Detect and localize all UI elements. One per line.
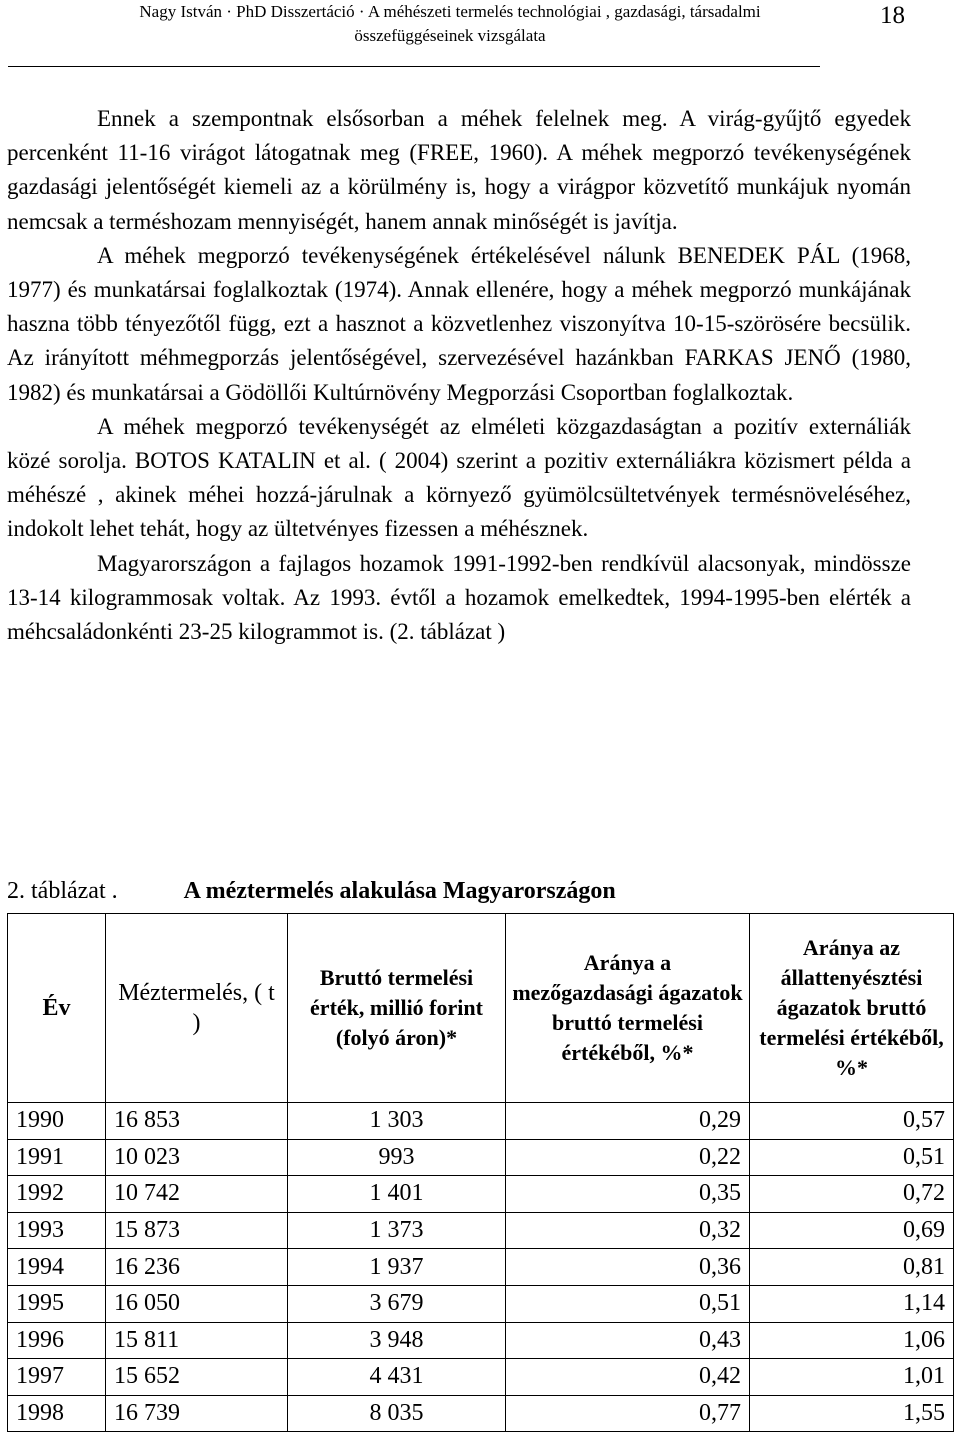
cell-production: 15 652	[106, 1359, 288, 1396]
cell-gross-value: 1 303	[288, 1103, 506, 1140]
cell-share-agriculture: 0,36	[506, 1249, 750, 1286]
cell-share-livestock: 1,06	[750, 1322, 954, 1359]
cell-production: 16 853	[106, 1103, 288, 1140]
cell-share-agriculture: 0,22	[506, 1139, 750, 1176]
cell-year: 1994	[8, 1249, 106, 1286]
cell-gross-value: 1 401	[288, 1176, 506, 1213]
cell-gross-value: 8 035	[288, 1395, 506, 1432]
paragraph: A méhek megporzó tevékenységét az elméleti közgazdaságtan a pozitív externáliák közé sorolja. BOTOS KATALIN et al. ( 2004) szerint a pozitiv externáliákra közismert példa a méhészé , akinek méhei hozzá-járulnak a környező gyümölcsültetvények termésnöveléséhez, indokolt lehet tehát, hogy az ültetvényes fizessen a méhésznek.	[7, 413, 911, 542]
cell-share-agriculture: 0,43	[506, 1322, 750, 1359]
cell-gross-value: 4 431	[288, 1359, 506, 1396]
cell-share-agriculture: 0,51	[506, 1285, 750, 1322]
table-row	[8, 1395, 954, 1432]
paragraph: Ennek a szempontnak elsősorban a méhek felelnek meg. A virág-gyűjtő egyedek percenként 11-16 virágot látogatnak meg (FREE, 1960). A méhek megporzó tevékenységének gazdasági jelentőségét kiemeli az a körülmény is, hogy a virágpor közvetítő munkájuk nyomán nemcsak a terméshozam mennyiségét, hanem annak minőségét is javítja.	[7, 106, 911, 234]
table-row	[8, 1249, 954, 1286]
cell-share-agriculture: 0,77	[506, 1395, 750, 1432]
header-rule	[8, 66, 820, 67]
header-line-2: összefüggéseinek vizsgálata	[354, 26, 546, 45]
table-header-row	[8, 914, 954, 1103]
cell-year: 1993	[8, 1212, 106, 1249]
cell-production: 15 873	[106, 1212, 288, 1249]
column-header-gross-value: Bruttó termelési érték, millió forint (folyó áron)*	[288, 914, 506, 1103]
cell-share-livestock: 1,01	[750, 1359, 954, 1396]
table-caption	[7, 878, 616, 905]
table-row	[8, 1176, 954, 1213]
cell-gross-value: 1 937	[288, 1249, 506, 1286]
table-row	[8, 1103, 954, 1140]
honey-production-table	[7, 913, 954, 1432]
cell-production: 16 050	[106, 1285, 288, 1322]
cell-share-livestock: 0,51	[750, 1139, 954, 1176]
column-header-share-agriculture: Aránya a mezőgazdasági ágazatok bruttó termelési értékéből, %*	[506, 914, 750, 1103]
paragraph: A méhek megporzó tevékenységének értékelésével nálunk BENEDEK PÁL (1968, 1977) és munkatársai foglalkoztak (1974). Annak ellenére, hogy a méhek megporzó munkájának haszna több tényezőtől függ, ezt a hasznot a közvetlenhez viszonyítva 10-15-szörösére becsülik. Az irányított méhmegporzás jelentőségével, szervezésével hazánkban FARKAS JENŐ (1980, 1982) és munkatársai a Gödöllői Kultúrnövény Megporzási Csoportban foglalkoztak.	[7, 242, 911, 405]
cell-production: 10 023	[106, 1139, 288, 1176]
paragraph: Magyarországon a fajlagos hozamok 1991-1992-ben rendkívül alacsonyak, mindössze 13-14 kilogrammosak voltak. Az 1993. évtől a hozamok emelkedtek, 1994-1995-ben elérték a méhcsaládonkénti 23-25 kilogrammot is. (2. táblázat )	[7, 550, 911, 645]
cell-share-agriculture: 0,29	[506, 1103, 750, 1140]
cell-year: 1991	[8, 1139, 106, 1176]
cell-year: 1990	[8, 1103, 106, 1140]
table-caption-label: 2. táblázat .	[7, 878, 118, 904]
table-caption-title: A méztermelés alakulása Magyarországon	[183, 878, 616, 904]
cell-production: 15 811	[106, 1322, 288, 1359]
table-row	[8, 1285, 954, 1322]
cell-share-agriculture: 0,35	[506, 1176, 750, 1213]
cell-gross-value: 3 679	[288, 1285, 506, 1322]
cell-year: 1997	[8, 1359, 106, 1396]
body-text	[7, 102, 911, 649]
cell-share-livestock: 1,14	[750, 1285, 954, 1322]
cell-production: 16 739	[106, 1395, 288, 1432]
column-header-production: Méztermelés, ( t )	[106, 914, 288, 1103]
column-header-year: Év	[8, 914, 106, 1103]
column-header-share-livestock: Aránya az állattenyésztési ágazatok bruttó termelési értékéből, %*	[750, 914, 954, 1103]
cell-share-livestock: 0,57	[750, 1103, 954, 1140]
cell-production: 10 742	[106, 1176, 288, 1213]
cell-gross-value: 1 373	[288, 1212, 506, 1249]
cell-year: 1996	[8, 1322, 106, 1359]
cell-share-agriculture: 0,42	[506, 1359, 750, 1396]
cell-year: 1992	[8, 1176, 106, 1213]
table-row	[8, 1322, 954, 1359]
cell-share-livestock: 0,69	[750, 1212, 954, 1249]
cell-share-livestock: 1,55	[750, 1395, 954, 1432]
cell-share-agriculture: 0,32	[506, 1212, 750, 1249]
cell-production: 16 236	[106, 1249, 288, 1286]
header-line-1: Nagy István · PhD Disszertáció · A méhészeti termelés technológiai , gazdasági, társadalmi	[139, 2, 761, 21]
cell-year: 1998	[8, 1395, 106, 1432]
cell-share-livestock: 0,72	[750, 1176, 954, 1213]
table-row	[8, 1212, 954, 1249]
table-row	[8, 1139, 954, 1176]
running-header	[60, 0, 840, 48]
page-number: 18	[880, 2, 905, 29]
cell-year: 1995	[8, 1285, 106, 1322]
cell-share-livestock: 0,81	[750, 1249, 954, 1286]
cell-gross-value: 993	[288, 1139, 506, 1176]
cell-gross-value: 3 948	[288, 1322, 506, 1359]
table-row	[8, 1359, 954, 1396]
